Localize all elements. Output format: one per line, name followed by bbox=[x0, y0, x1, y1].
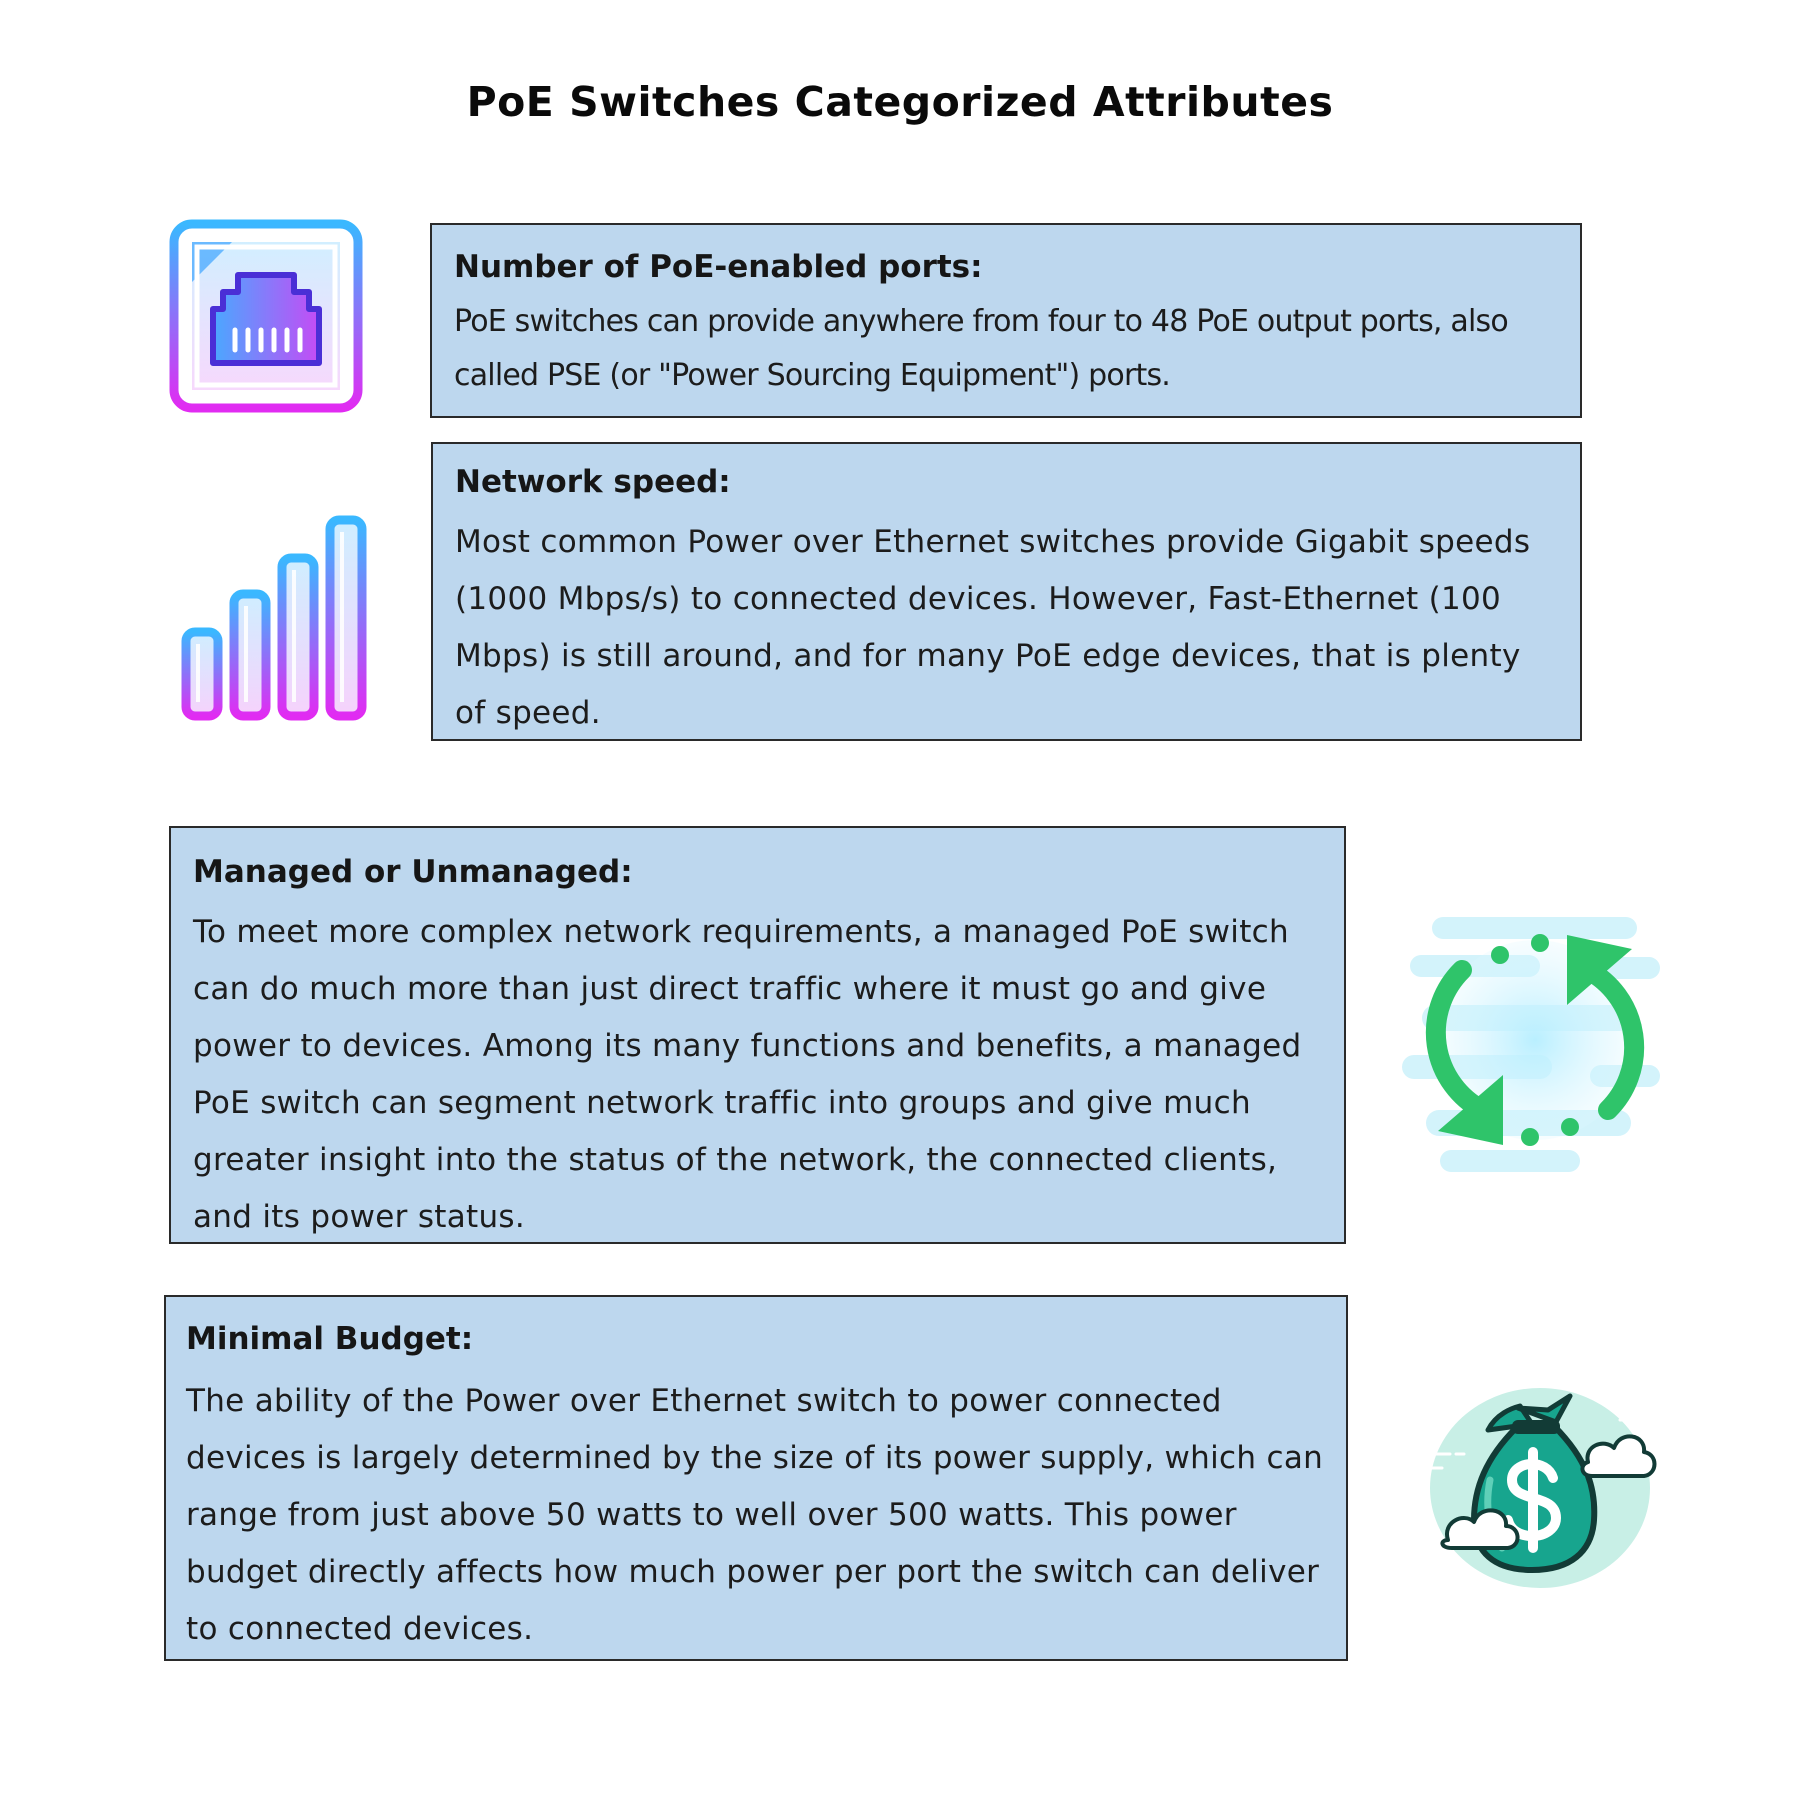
budget-card bbox=[164, 1295, 1348, 1661]
speed-heading: Network speed: bbox=[455, 464, 731, 500]
ports-description: PoE switches can provide anywhere from four to 48 PoE output ports, also called PSE (or "Power Sourcing Equipment") ports. bbox=[454, 304, 1508, 393]
managed-card bbox=[169, 826, 1346, 1244]
sync-arrows-icon bbox=[1400, 895, 1670, 1185]
speed-description: Most common Power over Ethernet switches provide Gigabit speeds (1000 Mbps/s) to connected devices. However, Fast-Ethernet (100 Mbps) is still around, and for many PoE edge devices, that is plenty of speed. bbox=[455, 524, 1531, 731]
page-title: PoE Switches Categorized Attributes bbox=[466, 78, 1334, 126]
budget-heading: Minimal Budget: bbox=[186, 1321, 474, 1357]
managed-heading: Managed or Unmanaged: bbox=[193, 854, 633, 890]
budget-description: The ability of the Power over Ethernet switch to power connected devices is largely determined by the size of its power supply, which can range from just above 50 watts to well over 500 watts. This power budget directly affects how much power per port the switch can deliver to connected devices. bbox=[186, 1383, 1324, 1647]
ethernet-port-icon bbox=[168, 218, 368, 418]
signal-bars-icon bbox=[178, 512, 374, 724]
speed-card bbox=[431, 442, 1582, 741]
ports-heading: Number of PoE-enabled ports: bbox=[454, 249, 983, 285]
ports-card bbox=[430, 223, 1582, 418]
money-bag-icon bbox=[1420, 1370, 1660, 1600]
managed-description: To meet more complex network requirements, a managed PoE switch can do much more than just direct traffic where it must go and give power to devices. Among its many functions and benefits, a managed PoE switch can segment network traffic into groups and give much greater insight into the status of the network, the connected clients, and its power status. bbox=[193, 914, 1302, 1235]
